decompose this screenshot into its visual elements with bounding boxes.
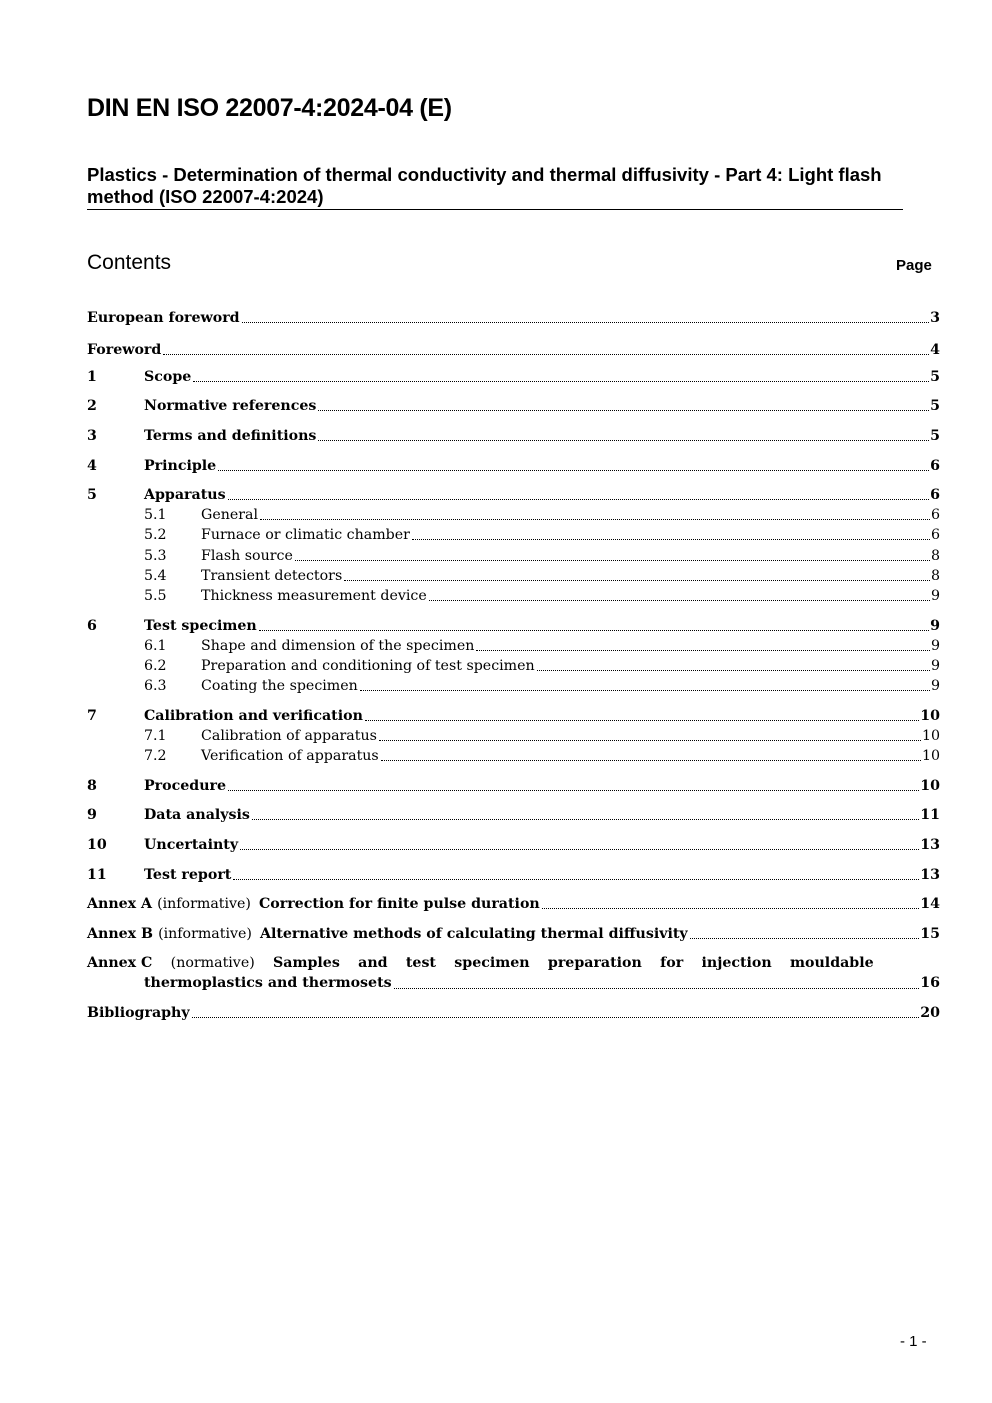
toc-entry[interactable] xyxy=(87,617,940,635)
toc-entry-title: Apparatus xyxy=(144,487,226,503)
toc-entry[interactable] xyxy=(87,368,940,386)
document-subtitle: Plastics - Determination of thermal conductivity and thermal diffusivity - Part 4: Light flash method (ISO 22007-4:2024) xyxy=(87,164,903,210)
annex-title-word: Samples xyxy=(273,955,340,971)
toc-entry-title: Terms and definitions xyxy=(144,428,317,444)
annex-title-word: specimen xyxy=(454,955,530,971)
dot-leader xyxy=(259,630,929,631)
page-number: - 1 - xyxy=(900,1333,927,1350)
toc-entry-title: Test report xyxy=(144,867,232,883)
dot-leader xyxy=(318,440,929,441)
dot-leader xyxy=(260,519,930,520)
toc-entry-page: 10 xyxy=(921,748,940,764)
dot-leader xyxy=(476,650,930,651)
toc-entry-number: 7.2 xyxy=(144,748,167,764)
toc-entry[interactable] xyxy=(144,567,940,585)
toc-entry-page: 5 xyxy=(930,398,940,414)
toc-entry-page: 8 xyxy=(930,568,940,584)
toc-entry-page: 6 xyxy=(930,527,940,543)
toc-entry-page: 4 xyxy=(930,342,940,358)
dot-leader xyxy=(240,849,919,850)
toc-entry-title: Data analysis xyxy=(144,807,250,823)
toc-entry[interactable] xyxy=(144,547,940,565)
toc-entry[interactable] xyxy=(87,707,940,725)
toc-entry-number: 1 xyxy=(87,369,97,385)
toc-entry-title: Shape and dimension of the specimen xyxy=(201,638,475,654)
toc-entry[interactable] xyxy=(87,836,940,854)
annex-c-first-line xyxy=(87,953,940,973)
toc-entry[interactable] xyxy=(87,427,940,445)
toc-entry-number: 5.1 xyxy=(144,507,167,523)
annex-type: (informative) xyxy=(157,896,251,912)
toc-entry-title: Normative references xyxy=(144,398,317,414)
toc-entry-number: 2 xyxy=(87,398,97,414)
toc-entry-number: 9 xyxy=(87,807,97,823)
toc-entry-page: 6 xyxy=(930,487,940,503)
toc-entry-title: Principle xyxy=(144,458,217,474)
toc-entry-title: Coating the specimen xyxy=(201,678,358,694)
dot-leader xyxy=(542,908,920,909)
dot-leader xyxy=(365,720,919,721)
dot-leader xyxy=(295,560,930,561)
toc-entry-title: Transient detectors xyxy=(201,568,343,584)
toc-entry[interactable] xyxy=(87,486,940,504)
toc-entry-title: Correction for finite pulse duration xyxy=(258,896,540,912)
dot-leader xyxy=(690,938,920,939)
toc-entry-title: European foreword xyxy=(87,310,240,326)
contents-heading: Contents xyxy=(87,251,172,274)
toc-entry-title: thermoplastics and thermosets xyxy=(144,975,392,991)
toc-entry-title: Alternative methods of calculating thermal diffusivity xyxy=(259,926,688,942)
dot-leader xyxy=(412,539,930,540)
toc-entry[interactable] xyxy=(87,397,940,415)
toc-entry-number: 4 xyxy=(87,458,97,474)
annex-type: (normative) xyxy=(170,955,255,971)
toc-entry-title: Uncertainty xyxy=(144,837,239,853)
annex-title-word: injection xyxy=(701,955,772,971)
toc-entry-number: 6.3 xyxy=(144,678,167,694)
document-title: DIN EN ISO 22007-4:2024-04 (E) xyxy=(87,94,452,122)
toc-entry-page: 11 xyxy=(920,807,940,823)
dot-leader xyxy=(192,1017,920,1018)
toc-entry-number: 7 xyxy=(87,708,97,724)
toc-entry[interactable] xyxy=(87,341,940,359)
toc-entry-number: 6 xyxy=(87,618,97,634)
annex-title-word: for xyxy=(660,955,684,971)
toc-entry[interactable] xyxy=(144,747,940,765)
toc-entry-page: 20 xyxy=(920,1005,940,1021)
annex-title-word: and xyxy=(358,955,388,971)
toc-entry-title: Verification of apparatus xyxy=(201,748,379,764)
toc-entry-page: 6 xyxy=(930,507,940,523)
toc-entry-title: General xyxy=(201,507,259,523)
toc-entry-page: 10 xyxy=(921,728,940,744)
annex-label: Annex C xyxy=(87,955,153,971)
toc-entry[interactable] xyxy=(87,457,940,475)
toc-entry-page: 6 xyxy=(930,458,940,474)
toc-entry-title: Preparation and conditioning of test specimen xyxy=(201,658,535,674)
dot-leader xyxy=(218,470,929,471)
toc-entry[interactable] xyxy=(87,309,940,327)
annex-c-second-line xyxy=(144,973,940,993)
dot-leader xyxy=(379,740,921,741)
toc-entry[interactable] xyxy=(144,506,940,524)
toc-entry[interactable] xyxy=(144,637,940,655)
toc-entry-number: 5 xyxy=(87,487,97,503)
toc-entry-title: Test specimen xyxy=(144,618,257,634)
toc-entry-title: Calibration of apparatus xyxy=(201,728,377,744)
annex-label: Annex B xyxy=(87,926,154,942)
dot-leader xyxy=(233,879,919,880)
page-column-label: Page xyxy=(896,257,932,274)
toc-entry-annex-b[interactable] xyxy=(87,925,940,943)
annex-type: (informative) xyxy=(158,926,252,942)
toc-entry-page: 13 xyxy=(920,837,940,853)
dot-leader xyxy=(228,790,919,791)
toc-entry-page: 9 xyxy=(930,618,940,634)
annex-title-word: test xyxy=(405,955,436,971)
toc-entry-page: 16 xyxy=(920,975,940,991)
toc-entry-number: 3 xyxy=(87,428,97,444)
toc-entry-page: 5 xyxy=(930,428,940,444)
toc-entry-page: 9 xyxy=(930,638,940,654)
annex-title-word: mouldable xyxy=(790,955,874,971)
annex-title-word: preparation xyxy=(547,955,642,971)
dot-leader xyxy=(252,819,919,820)
dot-leader xyxy=(381,760,921,761)
toc-entry-number: 7.1 xyxy=(144,728,167,744)
toc-entry-number: 10 xyxy=(87,837,107,853)
toc-entry[interactable] xyxy=(144,727,940,745)
toc-entry-page: 3 xyxy=(930,310,940,326)
dot-leader xyxy=(228,499,930,500)
toc-entry-annex-c[interactable] xyxy=(87,953,940,993)
toc-entry-title: Furnace or climatic chamber xyxy=(201,527,410,543)
toc-entry-page: 10 xyxy=(920,708,940,724)
dot-leader xyxy=(537,670,930,671)
dot-leader xyxy=(193,381,929,382)
dot-leader xyxy=(163,354,929,355)
toc-entry-page: 15 xyxy=(920,926,940,942)
toc-entry[interactable] xyxy=(87,866,940,884)
toc-entry-annex-a[interactable] xyxy=(87,895,940,913)
toc-entry-page: 9 xyxy=(930,658,940,674)
dot-leader xyxy=(344,580,930,581)
toc-entry-number: 5.2 xyxy=(144,527,167,543)
toc-entry[interactable] xyxy=(144,587,940,605)
toc-entry-number: 5.5 xyxy=(144,588,167,604)
toc-entry-title: Flash source xyxy=(201,548,293,564)
toc-entry[interactable] xyxy=(87,777,940,795)
toc-entry-title: Thickness measurement device xyxy=(201,588,427,604)
toc-entry-page: 5 xyxy=(930,369,940,385)
toc-entry-page: 10 xyxy=(920,778,940,794)
toc-entry-page: 8 xyxy=(930,548,940,564)
dot-leader xyxy=(242,322,930,323)
toc-entry-title: Bibliography xyxy=(87,1005,190,1021)
toc-entry[interactable] xyxy=(87,806,940,824)
toc-entry-bibliography[interactable] xyxy=(87,1004,940,1022)
dot-leader xyxy=(394,988,920,989)
annex-label: Annex A xyxy=(87,896,153,912)
toc-entry-title: Procedure xyxy=(144,778,227,794)
toc-entry-title: Foreword xyxy=(87,342,162,358)
toc-entry[interactable] xyxy=(144,677,940,695)
dot-leader xyxy=(318,410,929,411)
toc-entry-number: 5.4 xyxy=(144,568,167,584)
toc-entry-number: 5.3 xyxy=(144,548,167,564)
toc-entry-number: 11 xyxy=(87,867,107,883)
toc-entry-page: 13 xyxy=(920,867,940,883)
toc-entry[interactable] xyxy=(144,526,940,544)
dot-leader xyxy=(360,690,930,691)
dot-leader xyxy=(429,600,930,601)
toc-entry[interactable] xyxy=(144,657,940,675)
toc-entry-page: 9 xyxy=(930,588,940,604)
toc-entry-number: 6.1 xyxy=(144,638,167,654)
toc-entry-number: 6.2 xyxy=(144,658,167,674)
toc-entry-title: Scope xyxy=(144,369,192,385)
toc-entry-title: Calibration and verification xyxy=(144,708,363,724)
toc-entry-page: 9 xyxy=(930,678,940,694)
toc-entry-number: 8 xyxy=(87,778,97,794)
toc-entry-page: 14 xyxy=(920,896,940,912)
